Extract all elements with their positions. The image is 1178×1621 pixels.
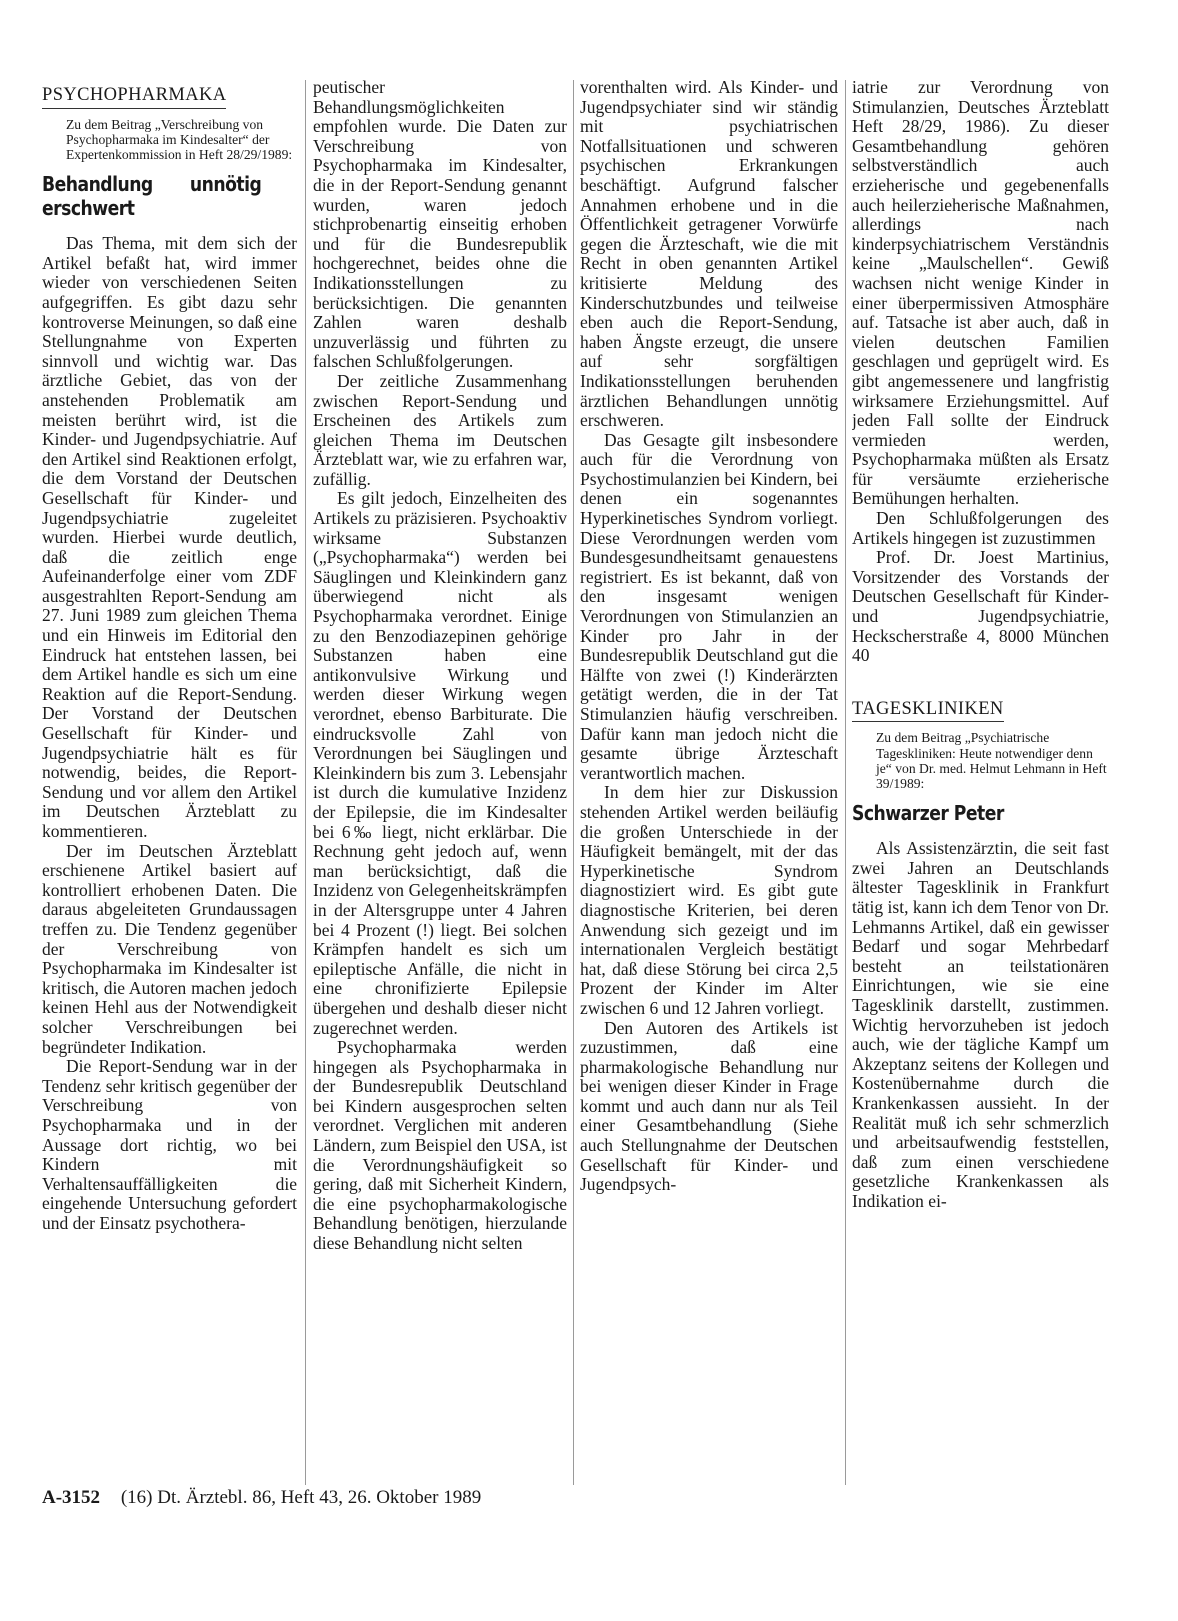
author-signature: Prof. Dr. Joest Martinius, Vorsitzender des Vorstands der Deutschen Gesellschaft für Kinder- und Jugendpsychiatrie, Heckscherstraße 4, 8000 München 40 — [852, 547, 1109, 666]
section-label: TAGESKLINIKEN — [852, 700, 1004, 723]
paragraph: Psychopharmaka werden hingegen als Psychopharmaka in der Bundesrepublik Deutschland bei Kindern ausgesprochen selten verordnet. Verglichen mit anderen Ländern, zum Beispiel den USA, ist die Verordnungshäufigkeit so gering, daß mit Sicherheit Kindern, die eine psychopharmakologische Behandlung benötigen, hierzulande diese Behandlung nicht selten — [313, 1037, 567, 1254]
paragraph: In dem hier zur Diskussion stehenden Artikel werden beiläufig die großen Unterschiede in der Häufigkeit bemängelt, mit der das Hyperkinetische Syndrom diagnostiziert wird. Es gibt gute diagnostische Kriterien, bei deren Anwendung sich gezeigt und im internationalen Vergleich bestätigt hat, daß diese Störung bei circa 2,5 Prozent der Kinder im Alter zwischen 6 und 12 Jahren vorliegt. — [580, 782, 838, 1018]
column-rule — [573, 80, 574, 1485]
paragraph: Das Gesagte gilt insbesondere auch für die Verordnung von Psychostimulanzien bei Kindern, bei denen ein sogenanntes Hyperkinetisches Syndrom vorliegt. Diese Verordnungen werden vom Bundesgesundheitsamt genauestens registriert. Es ist bekannt, daß von den insgesamt wenigen Verordnungen von Stimulanzien an Kinder pro Jahr in der Bundesrepublik Deutschland gut die Hälfte von zwei (!) Kinderärzten getätigt werden, die in der Tat Stimulanzien häufig verschreiben. Dafür kann man jedoch nicht die gesamte übrige Ärzteschaft verantwortlich machen. — [580, 429, 838, 783]
closing-sentence: Den Schlußfolgerungen des Artikels hingegen ist zuzustimmen — [852, 508, 1109, 548]
column-rule — [305, 80, 306, 1485]
paragraph: Der im Deutschen Ärzteblatt erschienene Artikel basiert auf kontrolliert erhobenen Daten. Die daraus abgeleiteten Grundaussagen treffen zu. Die Tendenz gegenüber der Verschreibung von Psychopharmaka im Kindesalter ist kritisch, die Autoren machen jedoch keinen Hehl aus der Notwendigkeit solcher Verschreibungen bei begründeter Indikation. — [42, 840, 297, 1057]
paragraph: Den Autoren des Artikels ist zuzustimmen, daß eine pharmakologische Behandlung nur bei wenigen dieser Kinder in Frage kommt und auch dann nur als Teil einer Gesamtbehandlung (Siehe auch Stellungnahme der Deutschen Gesellschaft für Kinder- und Jugendpsych- — [580, 1017, 838, 1195]
section-label: PSYCHOPHARMAKA — [42, 86, 226, 109]
page-footer — [42, 1487, 481, 1509]
paragraph-continued: peutischer Behandlungsmöglichkeiten empfohlen wurde. Die Daten zur Verschreibung von Psychopharmaka im Kindesalter, die in der Report-Sendung genannt wurden, waren jedoch stichprobenartig einseitig erhoben und für die Bundesrepublik hochgerechnet, beides ohne die Indikationsstellungen zu berücksichtigen. Die genannten Zahlen waren deshalb unzuverlässig und führten zu falschen Schlußfolgerungen. — [313, 78, 567, 372]
journal-citation: (16) Dt. Ärztebl. 86, Heft 43, 26. Oktober 1989 — [120, 1487, 482, 1508]
paragraph: Das Thema, mit dem sich der Artikel befaßt hat, wird immer wieder von verschiedenen Seiten aufgegriffen. Es gibt dazu sehr kontroverse Meinungen, so daß eine Stellungnahme von Experten sinnvoll und wichtig war. Das ärztliche Gebiet, das von der anstehenden Problematik am meisten berührt wird, ist die Kinder- und Jugendpsychiatrie. Auf den Artikel sind Reaktionen erfolgt, die dem Vorstand der Deutschen Gesellschaft für Kinder- und Jugendpsychiatrie zugeleitet wurden. Hierbei wurde deutlich, daß die zeitlich enge Aufeinanderfolge einer vom ZDF ausgestrahlten Report-Sendung am 27. Juni 1989 zum gleichen Thema und ein Hinweis im Editorial den Eindruck hat entstehen lassen, bei dem Artikel handle es sich um eine Reaktion auf die Report-Sendung. Der Vorstand der Deutschen Gesellschaft für Kinder- und Jugendpsychiatrie hält es für notwendig, beides, die Report-Sendung und vor allem den Artikel im Deutschen Ärzteblatt zu kommentieren. — [42, 233, 297, 842]
column-rule — [845, 80, 846, 1485]
article-reference: Zu dem Beitrag „Verschreibung von Psychopharmaka im Kindesalter“ der Expertenkommission in Heft 28/29/1989: — [66, 116, 293, 162]
letter-headline: Schwarzer Peter — [852, 801, 1004, 826]
article-reference: Zu dem Beitrag „Psychiatrische Tageskliniken: Heute notwendiger denn je“ von Dr. med. Helmut Lehmann in Heft 39/1989: — [876, 730, 1107, 792]
paragraph: Als Assistenzärztin, die seit fast zwei Jahren an Deutschlands ältester Tagesklinik in Frankfurt tätig ist, kann ich dem Tenor von Dr. Lehmanns Artikel, daß ein gewisser Bedarf und sogar Mehrbedarf besteht an teilstationären Einrichtungen, wie sie eine Tagesklinik darstellt, zustimmen. Wichtig hervorzuheben ist jedoch auch, wie der tägliche Kampf um Akzeptanz seitens der Kollegen und Kostenübernahme durch die Krankenkassen aussieht. In der Realität muß ich sehr schmerzlich und arbeitsaufwendig feststellen, daß zum einen verschiedene gesetzliche Krankenkassen als Indikation ei- — [852, 838, 1109, 1211]
paragraph: Die Report-Sendung war in der Tendenz sehr kritisch gegenüber der Verschreibung von Psychopharmaka und in der Aussage dort richtig, wo bei Kindern mit Verhaltensauffälligkeiten die eingehende Untersuchung gefordert und der Einsatz psychothera- — [42, 1056, 297, 1233]
paragraph-continued: iatrie zur Verordnung von Stimulanzien, Deutsches Ärzteblatt Heft 28/29, 1986). Zu dieser Gesamtbehandlung gehören selbstverständlich auch erzieherische und gegebenenfalls auch heilerzieherische Maßnahmen, allerdings nach kinderpsychiatrischem Verständnis keine „Maulschellen“. Gewiß wachsen nicht wenige Kinder in einer überpermissiven Atmosphäre auf. Tatsache ist aber auch, daß in vielen deutschen Familien geschlagen und geprügelt wird. Es gibt angemessenere und langfristig wirksamere Erziehungsmittel. Auf jeden Fall sollte der Eindruck vermieden werden, Psychopharmaka müßten als Ersatz für versäumte erzieherische Bemühungen herhalten. — [852, 78, 1109, 509]
column-3 — [580, 78, 838, 1488]
paragraph: Der zeitliche Zusammenhang zwischen Report-Sendung und Erscheinen des Artikels zum gleichen Thema im Deutschen Ärzteblatt war, wie zu erfahren war, zufällig. — [313, 370, 567, 489]
paragraph: Es gilt jedoch, Einzelheiten des Artikels zu präzisieren. Psychoaktiv wirksame Substanzen („Psychopharmaka“) werden bei Säuglingen und Kleinkindern ganz überwiegend nicht als Psychopharmaka verordnet. Einige zu den Benzodiazepinen gehörige Substanzen haben eine antikonvulsive Wirkung und werden dieser Wirkung wegen verordnet, ebenso Barbiturate. Die eindrucksvolle Zahl von Verordnungen bei Säuglingen und Kleinkindern bis zum 3. Lebensjahr ist durch die kumulative Inzidenz der Epilepsie, die im Kindesalter bei 6‰ liegt, nicht erklärbar. Die Rechnung geht jedoch auf, wenn man berücksichtigt, daß die Inzidenz von Gelegenheitskrämpfen in der Altersgruppe unter 4 Jahren bei 4 Prozent (!) liegt. Bei solchen Krämpfen handelt es sich um epileptische Anfälle, die nicht in eine chronifizierte Epilepsie übergehen und deshalb dieser nicht zugerechnet werden. — [313, 488, 567, 1038]
column-2 — [313, 78, 567, 1488]
section-spacer — [852, 666, 1109, 692]
paragraph-continued: vorenthalten wird. Als Kinder- und Jugendpsychiater sind wir ständig mit psychiatrischen Notfallsituationen und schweren psychischen Erkrankungen beschäftigt. Aufgrund falscher Annahmen erhobene und in die Öffentlichkeit getragener Vorwürfe gegen die Ärzteschaft, wie die mit Recht in oben genannten Artikel kritisierte Meldung des Kinderschutzbundes und teilweise eben auch die Report-Sendung, haben Ängste erzeugt, die unsere auf sehr sorgfältigen Indikationsstellungen beruhenden ärztlichen Behandlungen unnötig erschweren. — [580, 78, 838, 431]
column-4 — [852, 78, 1109, 1488]
letter-headline: Behandlung unnötig erschwert — [42, 172, 262, 221]
column-1 — [42, 78, 297, 1488]
page-number: A-3152 — [42, 1487, 101, 1508]
